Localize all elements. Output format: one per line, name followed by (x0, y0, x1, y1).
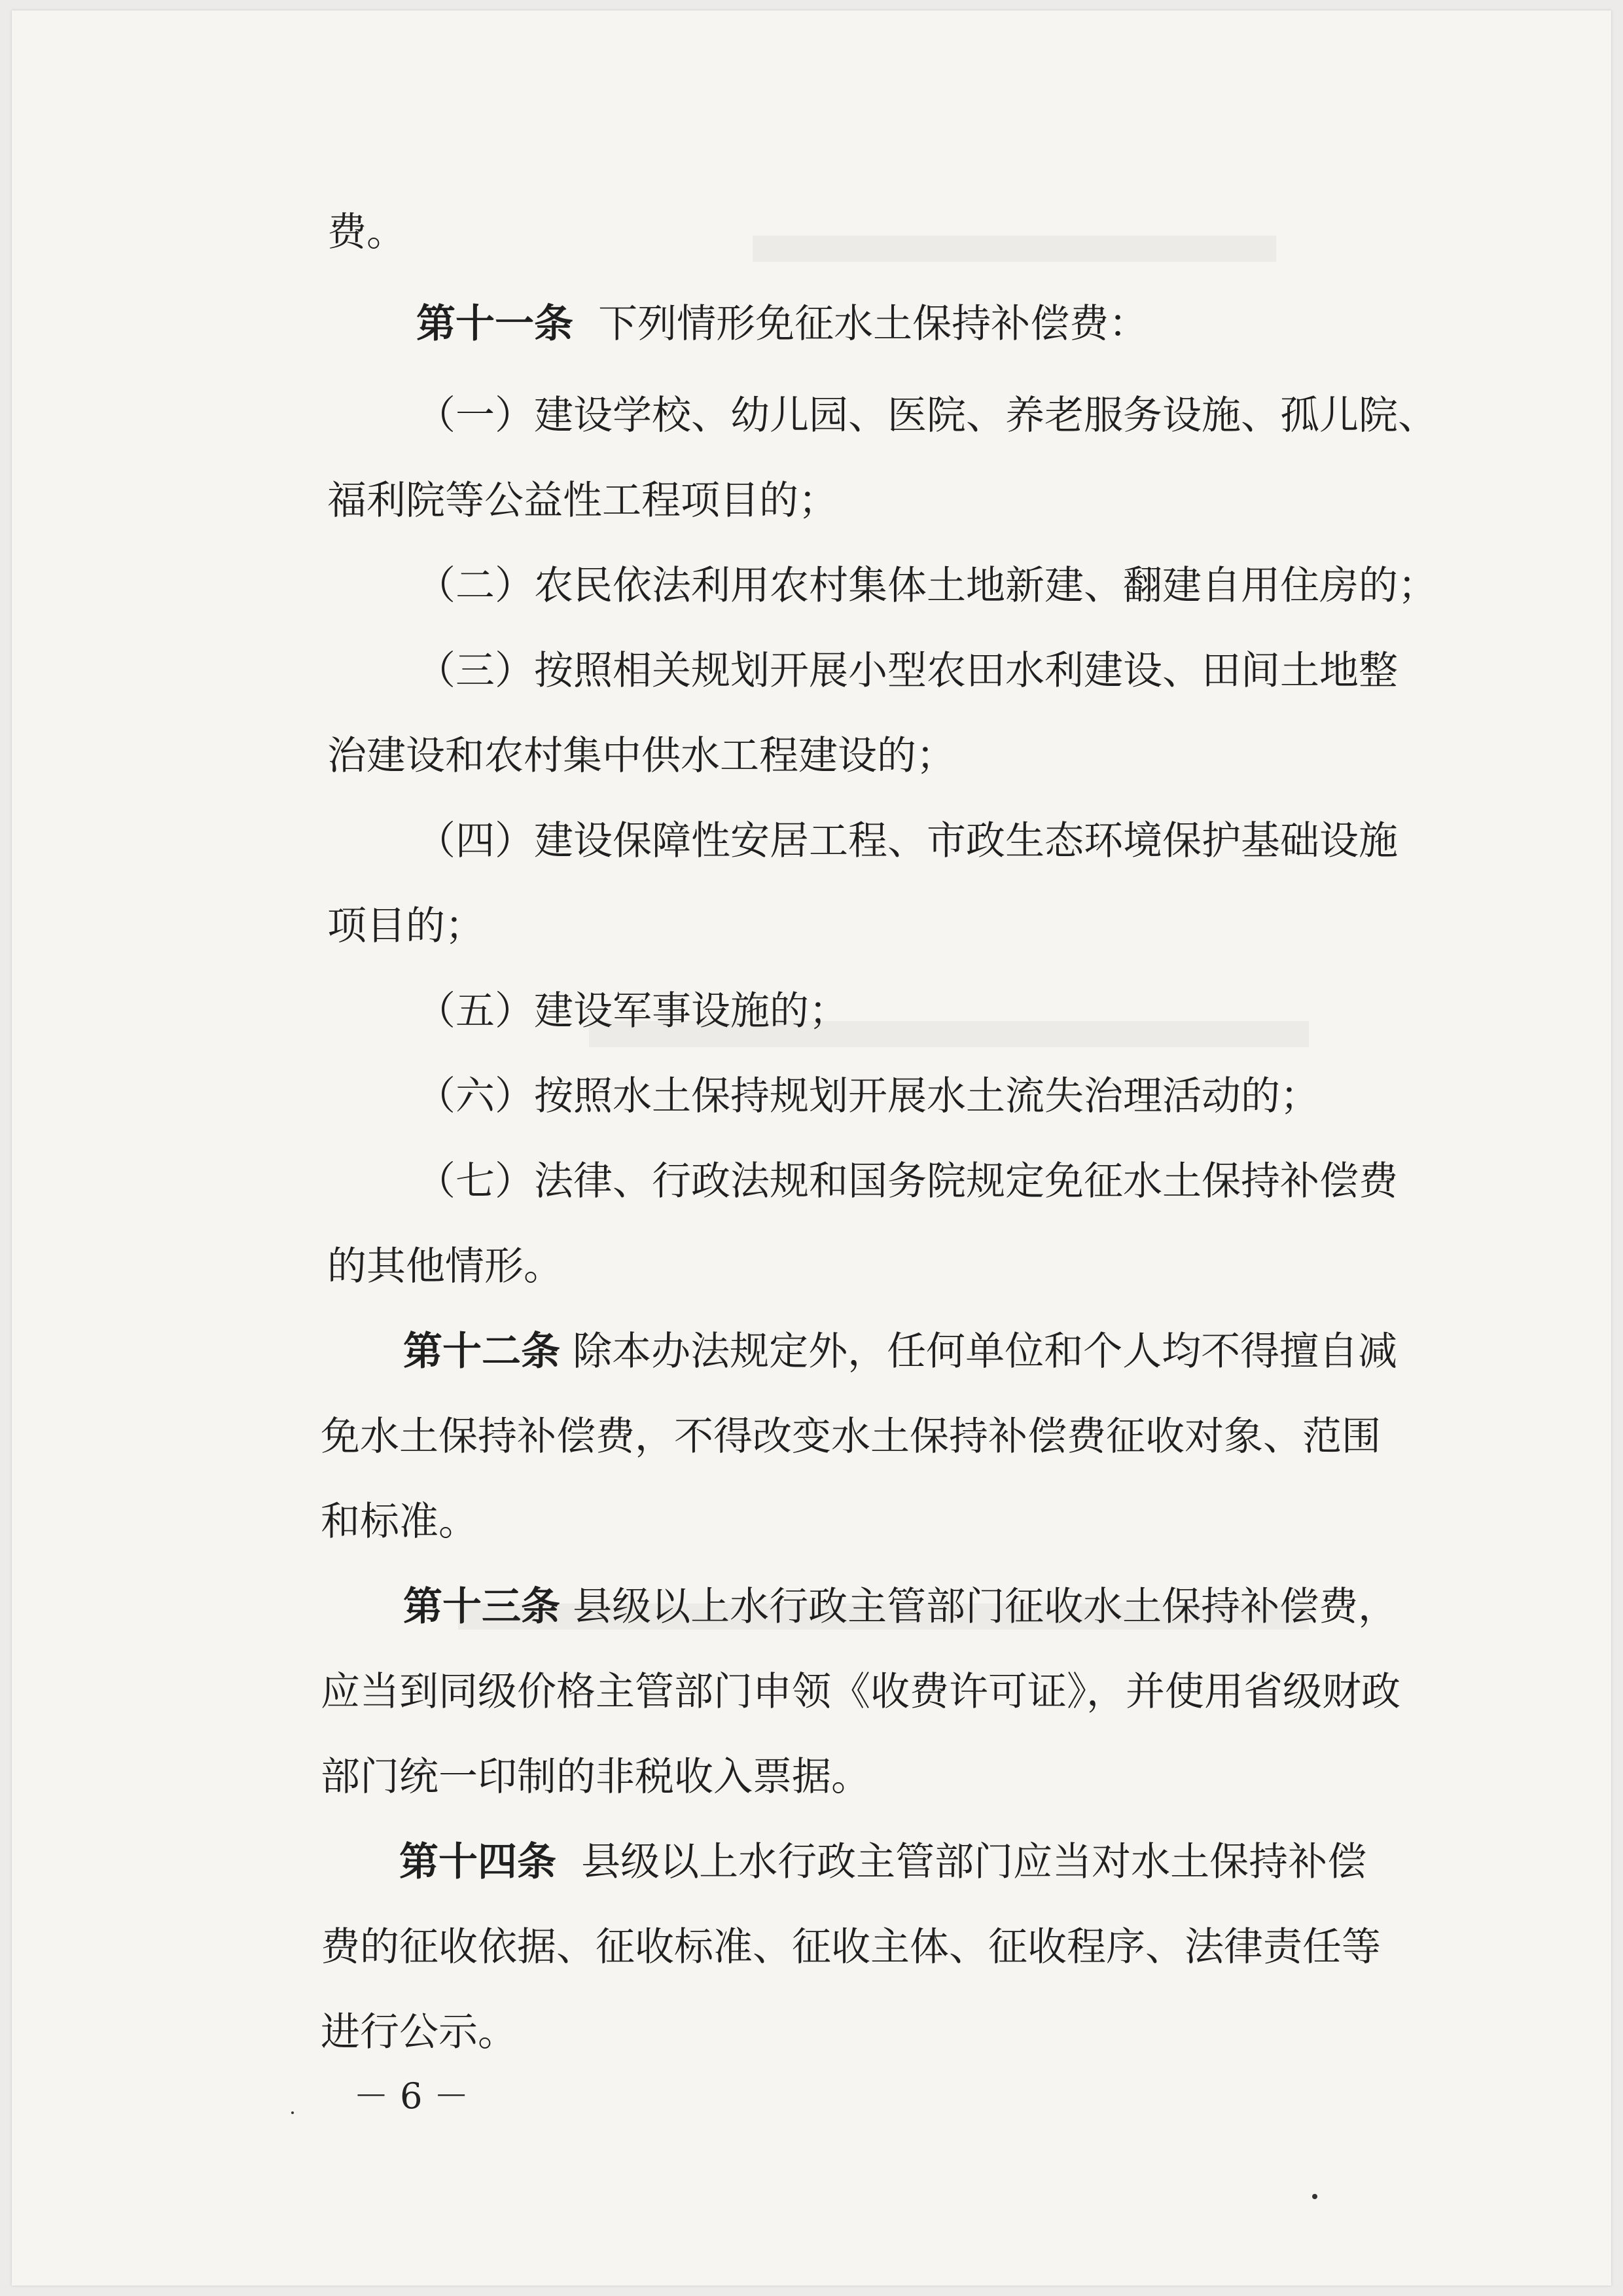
list-item-4: （四）建设保障性安居工程、市政生态环境保护基础设施 (416, 818, 1398, 864)
list-item-4-cont: 项目的； (327, 903, 484, 949)
list-item-1: （一）建设学校、幼儿园、医院、养老服务设施、孤儿院、 (416, 393, 1437, 439)
scan-speck (1312, 2194, 1317, 2199)
article-12-heading: 第十二条 除本办法规定外，任何单位和个人均不得擅自减 (403, 1329, 1398, 1374)
list-item-6: （六）按照水土保持规划开展水土流失治理活动的； (416, 1073, 1319, 1119)
article-label: 第十三条 (403, 1584, 560, 1630)
list-item-1-cont: 福利院等公益性工程项目的； (327, 478, 838, 524)
article-11-heading: 第十一条 下列情形免征水土保持补偿费： (416, 301, 1149, 347)
scan-speck (291, 2111, 294, 2114)
list-item-5: （五）建设军事设施的； (416, 988, 848, 1034)
paragraph-line-1: 费。 (327, 209, 406, 255)
article-13-cont-2: 部门统一印制的非税收入票据。 (321, 1754, 870, 1800)
list-item-7: （七）法律、行政法规和国务院规定免征水土保持补偿费 (416, 1158, 1398, 1204)
page-number: － 6 － (353, 2075, 469, 2117)
article-14-cont-1: 费的征收依据、征收标准、征收主体、征收程序、法律责任等 (321, 1924, 1381, 1970)
article-12-cont-2: 和标准。 (321, 1499, 478, 1545)
article-14-cont-2: 进行公示。 (321, 2009, 517, 2055)
article-13-cont-1: 应当到同级价格主管部门申领《收费许可证》，并使用省级财政 (321, 1669, 1400, 1715)
article-label: 第十二条 (403, 1329, 560, 1374)
article-12-cont-1: 免水土保持补偿费，不得改变水土保持补偿费征收对象、范围 (321, 1414, 1381, 1460)
list-item-3-cont: 治建设和农村集中供水工程建设的； (327, 733, 955, 779)
article-13-heading: 第十三条 县级以上水行政主管部门征收水土保持补偿费， (403, 1584, 1398, 1630)
list-item-3: （三）按照相关规划开展小型农田水利建设、田间土地整 (416, 648, 1398, 694)
article-label: 第十一条 (416, 301, 573, 347)
article-label: 第十四条 (399, 1839, 556, 1885)
list-item-2: （二）农民依法利用农村集体土地新建、翻建自用住房的； (416, 563, 1437, 609)
article-14-heading: 第十四条 县级以上水行政主管部门应当对水土保持补偿 (399, 1839, 1367, 1885)
list-item-7-cont: 的其他情形。 (327, 1244, 563, 1289)
